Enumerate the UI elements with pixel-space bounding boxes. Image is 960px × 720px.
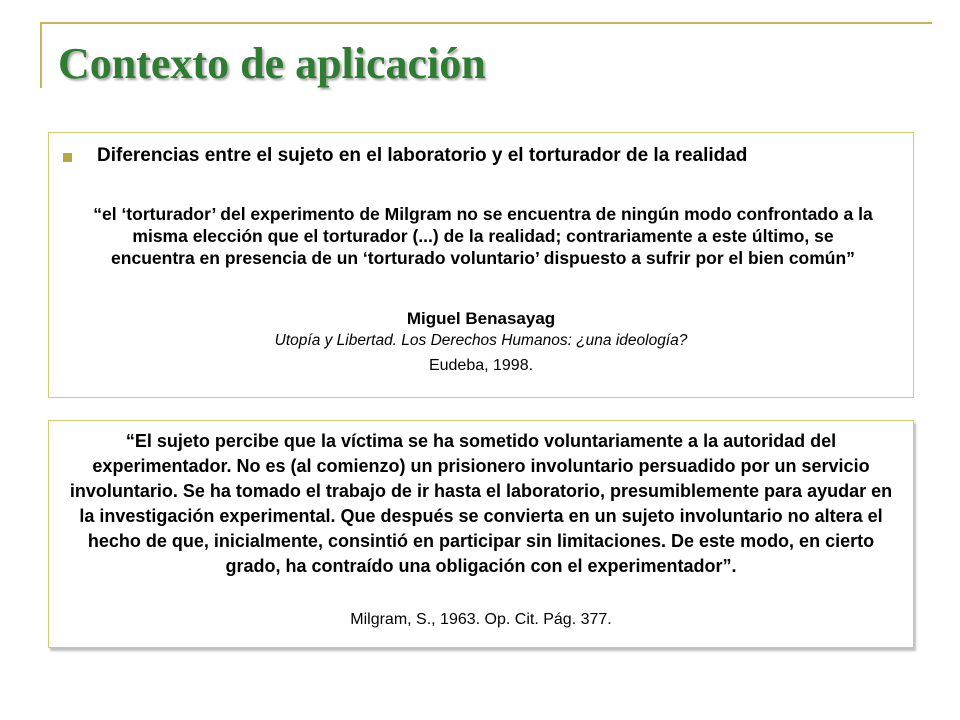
milgram-citation: Milgram, S., 1963. Op. Cit. Pág. 377.: [350, 611, 612, 628]
bullet-text: Diferencias entre el sujeto en el laboratorio y el torturador de la realidad: [97, 145, 748, 166]
benasayag-quote: “el ‘torturador’ del experimento de Milgram no se encuentra de ningún modo confrontado a la misma elección que el torturador (...) de la realidad; contrariamente a este último, se encuentra en presencia de un ‘torturado voluntario’ dispuesto a sufrir por el bien común”: [93, 204, 873, 268]
bullet-item: [63, 145, 903, 171]
quote-publisher: Eudeba, 1998.: [428, 357, 534, 374]
quote-author: Miguel Benasayag: [406, 309, 556, 328]
quote-box-benasayag: [48, 132, 914, 398]
quote-book-title: Utopía y Libertad. Los Derechos Humanos: ¿una ideología?: [274, 332, 688, 349]
slide-frame-top-line: [40, 22, 932, 24]
slide-frame-left-line: [40, 22, 42, 88]
square-bullet-icon: [63, 153, 72, 162]
milgram-quote: “El sujeto percibe que la víctima se ha sometido voluntariamente a la autoridad del experimentador. No es (al comienzo) un prisionero involuntario persuadido por un servicio involuntario. Se ha tomado el trabajo de ir hasta el laboratorio, presumiblemente para ayudar en la investigación experimental. Que después se convierta en un sujeto involuntario no altera el hecho de que, inicialmente, consintió en participar sin limitaciones. De este modo, en cierto grado, ha contraído una obligación con el experimentador”.: [69, 431, 893, 576]
quote-box-milgram: [48, 420, 914, 648]
slide-title: Contexto de aplicación: [58, 39, 486, 88]
